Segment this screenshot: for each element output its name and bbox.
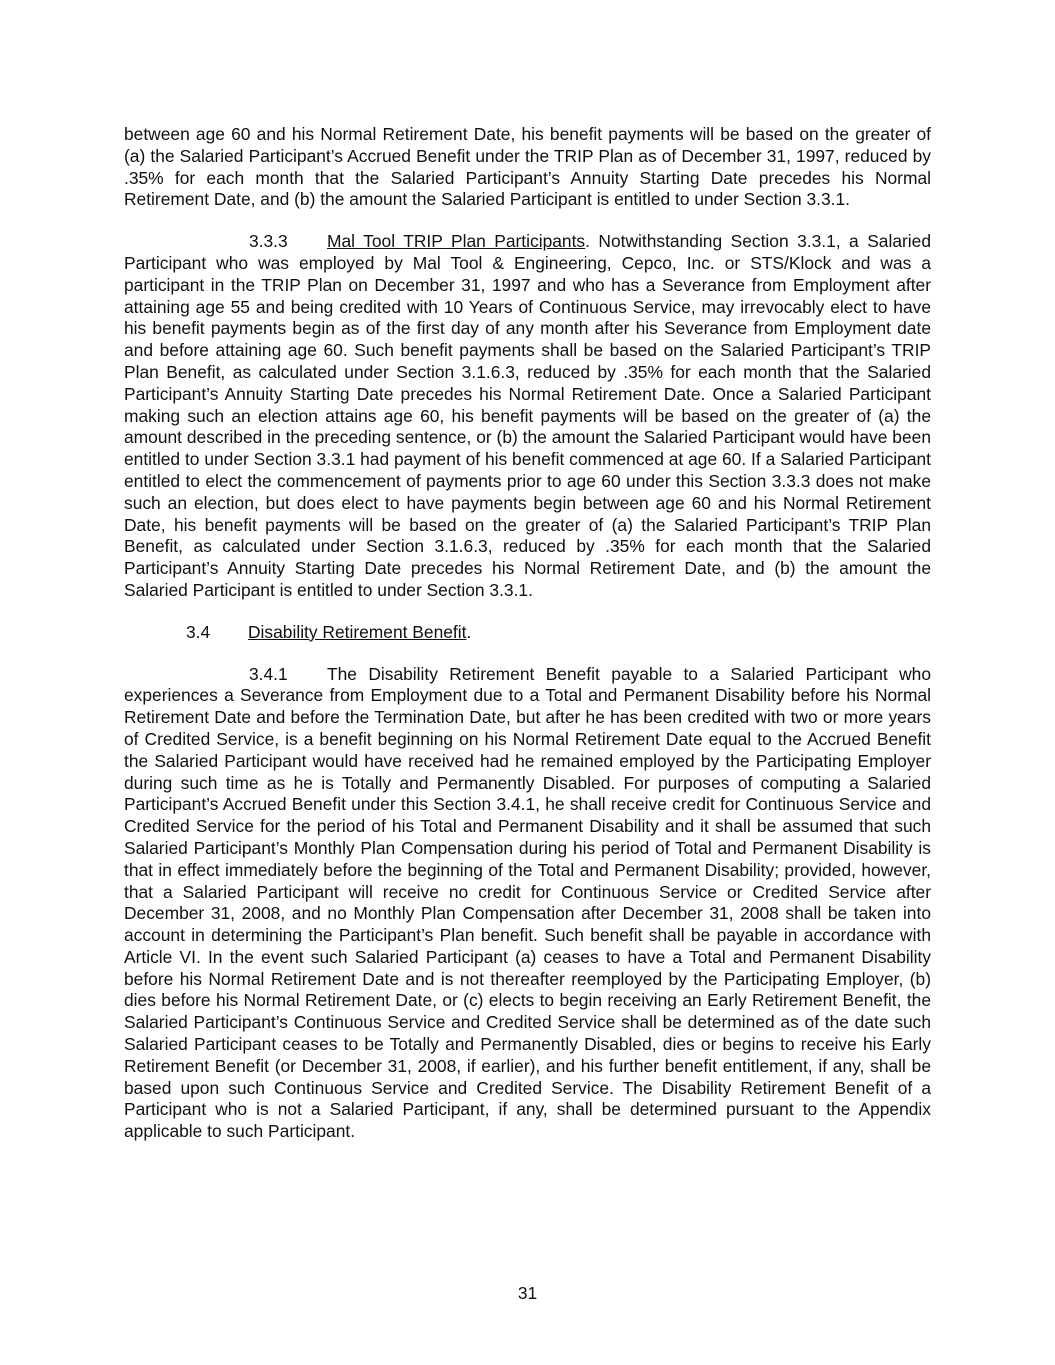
section-body: The Disability Retirement Benefit payable to a Salaried Participant who experiences a Severance from Employment due to a Total and Permanent Disability before his Normal Retirement Date and before the Termination Date, but after he has been credited with two or more years of Credited Service, is a benefit beginning on his Normal Retirement Date equal to the Accrued Benefit the Salaried Participant would have received had he remained employed by the Participating Employer during such time as he is Totally and Permanently Disabled. For purposes of computing a Salaried Participant’s Accrued Benefit under this Section 3.4.1, he shall receive credit for Continuous Service and Credited Service for the period of his Total and Permanent Disability and it shall be assumed that such Salaried Participant’s Monthly Plan Compensation during his period of Total and Permanent Disability is that in effect immediately before the beginning of the Total and Permanent Disability; provided, however, that a Salaried Participant will receive no credit for Continuous Service or Credited Service after December 31, 2008, and no Monthly Plan Compensation after December 31, 2008 shall be taken into account in determining the Participant’s Plan benefit. Such benefit shall be payable in accordance with Article VI. In the event such Salaried Participant (a) ceases to have a Total and Permanent Disability before his Normal Retirement Date and is not thereafter reemployed by the Participating Employer, (b) dies before his Normal Retirement Date, or (c) elects to begin receiving an Early Retirement Benefit, the Salaried Participant’s Continuous Service and Credited Service shall be determined as of the date such Salaried Participant ceases to be Totally and Permanently Disabled, dies or begins to receive his Early Retirement Benefit (or December 31, 2008, if earlier), and his further benefit entitlement, if any, shall be based upon such Continuous Service and Credited Service. The Disability Retirement Benefit of a Participant who is not a Salaried Participant, if any, shall be determined pursuant to the Appendix applicable to such Participant. [124, 663, 931, 1142]
section-title-punct: . [585, 231, 590, 252]
section-title-punct: . [466, 621, 472, 642]
section-title: Disability Retirement Benefit [248, 621, 467, 642]
section-3-3-3 [124, 231, 931, 602]
section-number: 3.4.1 [249, 663, 288, 684]
section-3-4-heading [124, 622, 931, 644]
section-title: Mal Tool TRIP Plan Participants [327, 231, 586, 252]
document-page [124, 124, 931, 1163]
section-body: Notwithstanding Section 3.3.1, a Salaried Participant who was employed by Mal Tool & Engineering, Cepco, Inc. or STS/Klock and was a participant in the TRIP Plan on December 31, 1997 and who has a Severance from Employment after attaining age 55 and being credited with 10 Years of Continuous Service, may irrevocably elect to have his benefit payments begin as of the first day of any month after his Severance from Employment date and before attaining age 60. Such benefit payments shall be based on the Salaried Participant’s TRIP Plan Benefit, as calculated under Section 3.1.6.3, reduced by .35% for each month that the Salaried Participant’s Annuity Starting Date precedes his Normal Retirement Date. Once a Salaried Participant making such an election attains age 60, his benefit payments will be based on the greater of (a) the amount described in the preceding sentence, or (b) the amount the Salaried Participant would have been entitled to under Section 3.3.1 had payment of his benefit commenced at age 60. If a Salaried Participant entitled to elect the commencement of payments prior to age 60 under this Section 3.3.3 does not make such an election, but does elect to have payments begin between age 60 and his Normal Retirement Date, his benefit payments will be based on the greater of (a) the Salaried Participant’s TRIP Plan Benefit, as calculated under Section 3.1.6.3, reduced by .35% for each month that the Salaried Participant’s Annuity Starting Date precedes his Normal Retirement Date, and (b) the amount the Salaried Participant is entitled to under Section 3.3.1. [124, 231, 931, 600]
section-number: 3.3.3 [249, 231, 288, 252]
section-number: 3.4 [186, 621, 211, 642]
section-3-4-1 [124, 664, 931, 1144]
paragraph-continued: between age 60 and his Normal Retirement Date, his benefit payments will be based on the greater of (a) the Salaried Participant’s Accrued Benefit under the TRIP Plan as of December 31, 1997, reduced by .35% for each month that the Salaried Participant’s Annuity Starting Date precedes his Normal Retirement Date, and (b) the amount the Salaried Participant is entitled to under Section 3.3.1. [124, 124, 931, 210]
page-number: 31 [517, 1283, 538, 1303]
